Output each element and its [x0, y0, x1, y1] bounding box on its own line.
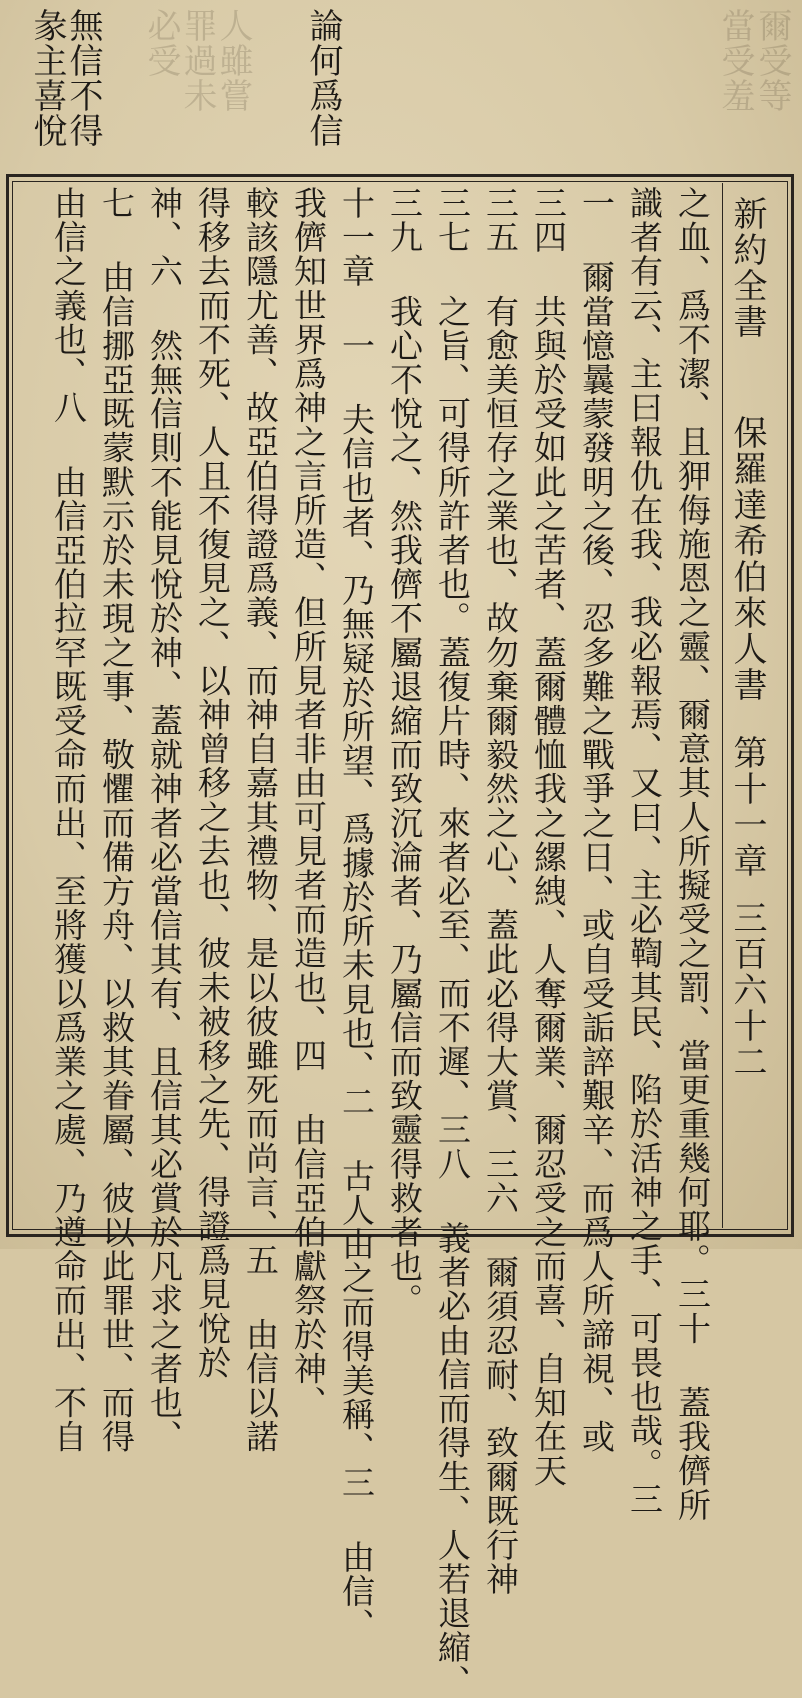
page-number: 三百六十二	[727, 900, 767, 1080]
text-column: 七 由信挪亞既蒙默示於未現之事、敬懼而備方舟、以救其眷屬、彼以此罪世、而得	[97, 186, 136, 1454]
bleed-through-text: 必受	[141, 8, 181, 78]
header-divider	[722, 183, 723, 1228]
epistle-title: 保羅達希伯來人書	[727, 415, 767, 703]
text-column: 三五 有愈美恒存之業也、故勿棄爾毅然之心、蓋此必得大賞、三六 爾須忍耐、致爾既行神	[481, 186, 520, 1597]
text-column: 三四 共與於受如此之苦者、蓋爾體恤我之縲絏、人奪爾業、爾忍受之而喜、自知在天	[529, 186, 568, 1488]
bleed-through-text: 人雖嘗	[213, 8, 253, 113]
text-column: 十一章 一 夫信也者、乃無疑於所望、爲據於所未見也、二 古人由之而得美稱、三 由信、	[337, 186, 376, 1643]
bleed-through-text: 罪過未	[177, 8, 217, 113]
margin-note: 彖主喜悅	[27, 8, 67, 148]
text-column: 我儕知世界爲神之言所造、但所見者非由可見者而造也、四 由信亞伯獻祭於神、	[289, 186, 328, 1420]
margin-note: 無信不得	[63, 8, 103, 148]
text-column: 較該隱尤善、故亞伯得證爲義、而神自嘉其禮物、是以彼雖死而尚言、五 由信以諾	[241, 186, 280, 1454]
text-column: 神、六 然無信則不能見悅於神、蓋就神者必當信其有、且信其必賞於凡求之者也、	[145, 186, 184, 1454]
text-column: 三九 我心不悅之、然我儕不屬退縮而致沉淪者、乃屬信而致靈得救者也。	[385, 186, 424, 1318]
text-column: 識者有云、主曰報仇在我、我必報焉、又曰、主必鞫其民、陷於活神之手、可畏也哉。三	[625, 186, 664, 1516]
chapter-label: 第十一章	[727, 735, 767, 879]
text-column: 得移去而不死、人且不復見之、以神曾移之去也、彼未被移之先、得證爲見悅於	[193, 186, 232, 1380]
bleed-through-text: 當受羞	[715, 8, 755, 113]
margin-note: 論何爲信	[303, 8, 343, 148]
book-title: 新約全書	[727, 196, 767, 340]
text-column: 之血、爲不潔、且狎侮施恩之靈、爾意其人所擬受之罰、當更重幾何耶。三十 蓋我儕所	[673, 186, 712, 1522]
text-column: 由信之義也、八 由信亞伯拉罕既受命而出、至將獲以爲業之處、乃遵命而出、不自	[49, 186, 88, 1454]
text-column: 三七 之旨、可得所許者也。蓋復片時、來者必至、而不遲、三八 義者必由信而得生、人若退縮、	[433, 186, 472, 1698]
bleed-through-text: 爾受等	[752, 8, 792, 113]
text-column: 一 爾當憶曩蒙發明之後、忍多難之戰爭之日、或自受詬誶艱辛、而爲人所諦視、或	[577, 186, 616, 1454]
